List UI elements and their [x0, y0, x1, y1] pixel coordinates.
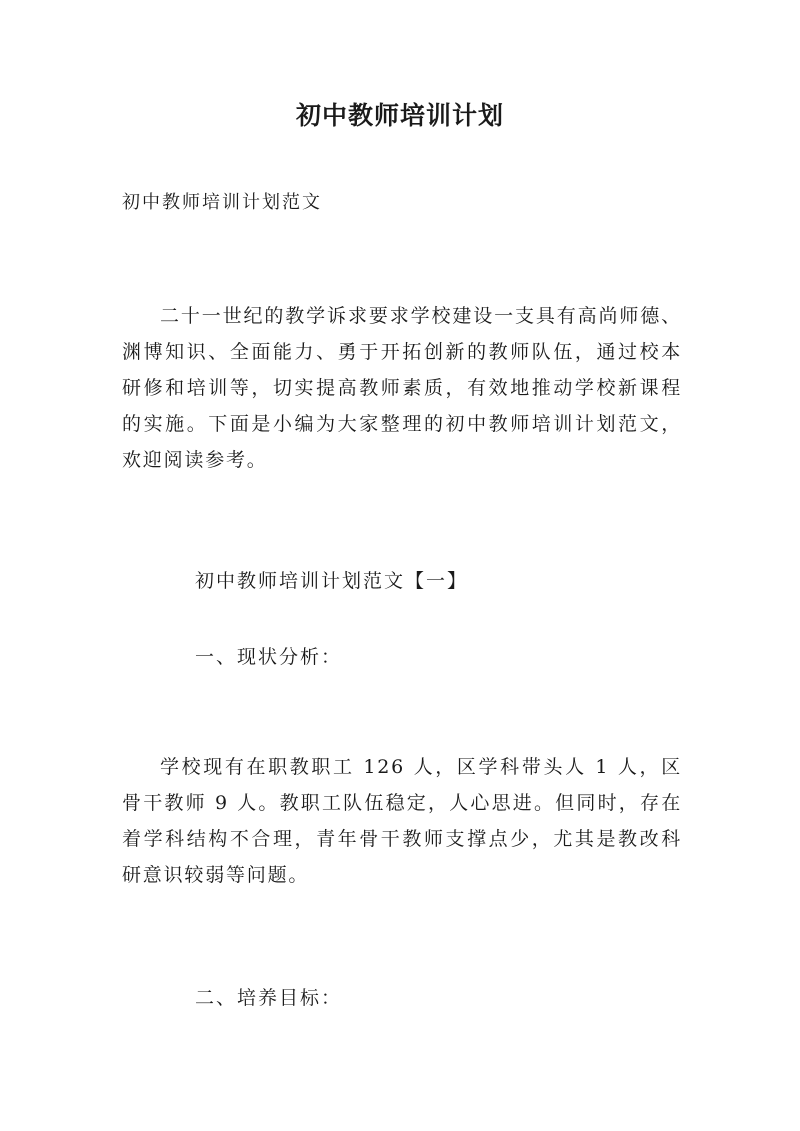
- section-one-title: 初中教师培训计划范文【一】: [195, 570, 469, 592]
- intro-paragraph: [122, 298, 682, 478]
- status-paragraph: [122, 749, 682, 893]
- heading-training-goals: 二、培养目标：: [195, 987, 343, 1009]
- heading-status-analysis: 一、现状分析：: [195, 646, 343, 668]
- document-subtitle: 初中教师培训计划范文: [122, 192, 322, 213]
- document-title: 初中教师培训计划: [295, 101, 504, 130]
- intro-text: 二十一世纪的教学诉求要求学校建设一支具有高尚师德、渊博知识、全面能力、勇于开拓创新的教师队伍，通过校本研修和培训等，切实提高教师素质，有效地推动学校新课程的实施。下面是小编为大家整理的初中教师培训计划范文，欢迎阅读参考。: [122, 305, 682, 471]
- status-text: 学校现有在职教职工 126 人，区学科带头人 1 人，区骨干教师 9 人。教职工队伍稳定，人心思进。但同时，存在着学科结构不合理，青年骨干教师支撑点少，尤其是教改科研意识较弱等问题。: [122, 756, 682, 886]
